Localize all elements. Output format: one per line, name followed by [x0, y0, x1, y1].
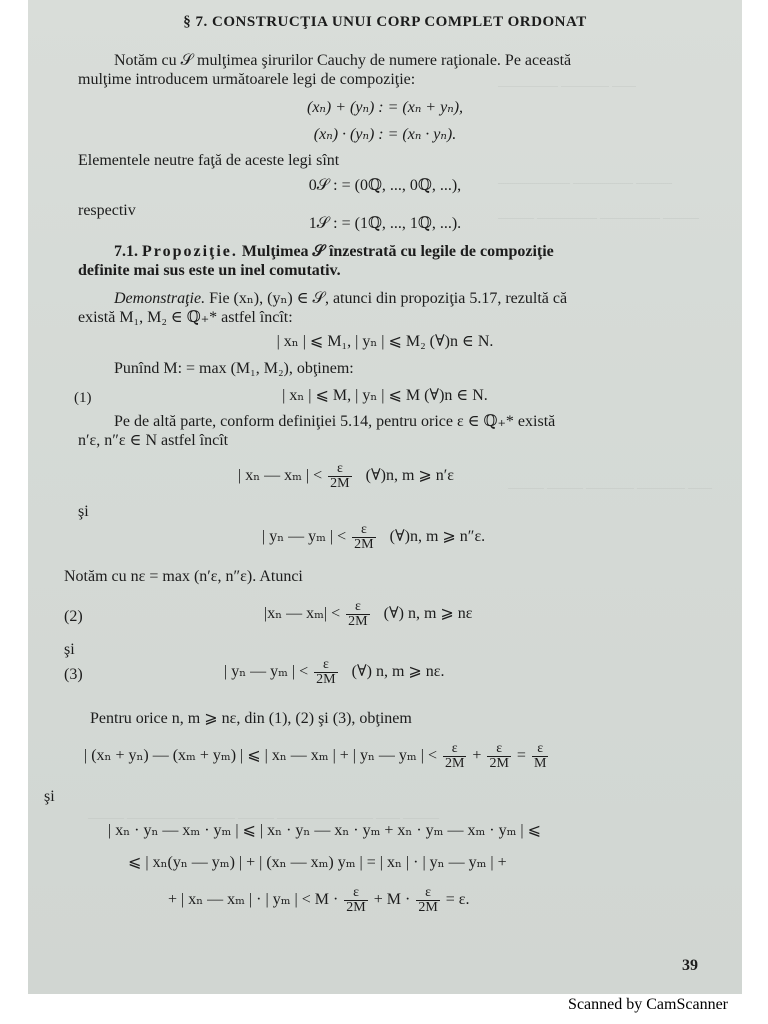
sum-lhs: | (xₙ + yₙ) — (xₘ + yₘ) | ⩽ | xₙ — xₘ | + | yₙ — yₘ | < — [84, 747, 437, 765]
demonstration-word: Demonstraţie. — [114, 290, 206, 307]
respectiv-text: respectiv — [78, 202, 136, 219]
pentru-text: Pentru orice n, m ⩾ nε, din (1), (2) şi (3), obţinem — [90, 710, 412, 727]
equation-addition: (xₙ) + (yₙ) : = (xₙ + yₙ), — [306, 99, 464, 116]
proposition-word: Propoziţie. — [142, 243, 238, 260]
other-side-line-1: Pe de altă parte, conform definiţiei 5.14, pentru orice ε ∈ ℚ₊* există — [114, 413, 556, 430]
fraction-eps-2m: $\frac{\varepsilon}{2M}$ — [316, 657, 336, 687]
fraction-eps-2m: $\frac{\varepsilon}{2M}$ — [348, 599, 368, 629]
label-1: (1) — [74, 390, 92, 406]
demonstration-line-1 — [114, 290, 567, 308]
other-side-line-2: n′ε, n″ε ∈ N astfel încît — [78, 432, 229, 449]
equation-zero: 0𝒮 : = (0ℚ, ..., 0ℚ, ...), — [308, 177, 462, 194]
equation-multiplication: (xₙ) · (yₙ) : = (xₙ · yₙ). — [313, 126, 457, 143]
equation-3-rhs: (∀) n, m ⩾ nε. — [351, 663, 445, 681]
fraction-eps-2m: $\frac{\varepsilon}{2M}$ — [418, 885, 438, 915]
bleed-through-text: ——— ————— ————— ——— — [498, 210, 699, 224]
book-page — [28, 0, 742, 994]
label-2: (2) — [64, 608, 83, 625]
si-text: şi — [78, 503, 89, 520]
cauchy-x-inequality — [238, 462, 454, 491]
cauchy-y-lhs: | yₙ — yₘ | < — [262, 528, 347, 546]
fraction-eps-2m: $\frac{\varepsilon}{2M}$ — [346, 885, 366, 915]
fraction-eps-2m: $\frac{\varepsilon}{2M}$ — [489, 741, 509, 771]
page-number: 39 — [682, 957, 698, 974]
bleed-through-text: —————— ————— ——— — [498, 175, 672, 189]
punind-text: Punînd M: = max (M₁, M₂), obţinem: — [114, 360, 354, 377]
product-line-2: ⩽ | xₙ(yₙ — yₘ) | + | (xₙ — xₘ) yₘ | = | xₙ | · | yₙ — yₘ | + — [128, 854, 507, 871]
proposition-number: 7.1. — [114, 243, 138, 260]
product-line-1: | xₙ · yₙ — xₘ · yₘ | ⩽ | xₙ · yₙ — xₙ · yₘ + xₙ · yₘ — xₘ · yₘ | ⩽ — [108, 822, 542, 839]
equation-bounds: | xₙ | ⩽ M₁, | yₙ | ⩽ M₂ (∀)n ∈ N. — [276, 333, 494, 350]
neutral-elements-text: Elementele neutre faţă de aceste legi sînt — [78, 152, 340, 169]
si-text: şi — [44, 788, 55, 805]
equation-3-lhs: | yₙ — yₘ | < — [224, 663, 309, 681]
equation-2 — [264, 600, 473, 629]
equation-one: 1𝒮 : = (1ℚ, ..., 1ℚ, ...). — [308, 215, 462, 232]
sum-inequality: | (xₙ + yₙ) — (xₘ + yₘ) | ⩽ | xₙ — xₘ | + | yₙ — yₘ | < $\frac{\varepsilon}{2M}$ + $\frac{\varepsilon}{2M}$ = $\frac{\varepsilon}{M}$ — [84, 741, 547, 771]
fraction-eps-m: $\frac{\varepsilon}{M}$ — [533, 741, 547, 771]
si-text: şi — [64, 641, 75, 658]
cauchy-y-inequality — [262, 523, 485, 552]
section-header: § 7. CONSTRUCŢIA UNUI CORP COMPLET ORDONAT — [183, 14, 587, 30]
fraction-eps-2m: $\frac{\varepsilon}{2M}$ — [444, 741, 465, 771]
proposition-line-1 — [114, 243, 554, 261]
cauchy-y-rhs: (∀)n, m ⩾ n″ε. — [389, 528, 486, 546]
demonstration-text: Fie (xₙ), (yₙ) ∈ 𝒮, atunci din propoziţia 5.17, rezultă că — [209, 290, 568, 307]
bleed-through-text: ——— ——— ———— ———— —— — [508, 480, 712, 494]
equation-2-rhs: (∀) n, m ⩾ nε — [383, 605, 473, 623]
equation-1: | xₙ | ⩽ M, | yₙ | ⩽ M (∀)n ∈ N. — [282, 387, 488, 404]
product-line-3: + | xₙ — xₘ | · | yₘ | < M · $\frac{\varepsilon}{2M}$ + M · $\frac{\varepsilon}{2M}$ = ε. — [168, 885, 470, 915]
intro-line-2: mulţime introducem următoarele legi de compoziţie: — [78, 71, 416, 88]
equation-2-lhs: |xₙ — xₘ| < — [264, 605, 341, 623]
intro-line-1: Notăm cu 𝒮 mulţimea şirurilor Cauchy de numere raţionale. Pe această — [114, 52, 572, 69]
label-3: (3) — [64, 666, 83, 683]
fraction-eps-2m: $\frac{\varepsilon}{2M}$ — [330, 461, 350, 491]
proposition-line-2: definite mai sus este un inel comutativ. — [78, 262, 341, 279]
bleed-through-text: ——— ————————— ——— ———————— —— ——— — [88, 810, 439, 824]
demonstration-line-2: există M₁, M₂ ∈ ℚ₊* astfel încît: — [78, 309, 293, 326]
bleed-through-text: ————— ———— —— — [498, 78, 636, 92]
equation-3 — [224, 658, 445, 687]
cauchy-x-rhs: (∀)n, m ⩾ n′ε — [365, 467, 455, 485]
proposition-text: Mulţimea 𝒮 înzestrată cu legile de compoziţie — [241, 243, 554, 260]
notam-text: Notăm cu nε = max (n′ε, n″ε). Atunci — [64, 568, 303, 585]
cauchy-x-lhs: | xₙ — xₘ | < — [238, 467, 323, 485]
fraction-eps-2m: $\frac{\varepsilon}{2M}$ — [354, 522, 374, 552]
scanner-watermark: Scanned by CamScanner — [568, 996, 728, 1013]
